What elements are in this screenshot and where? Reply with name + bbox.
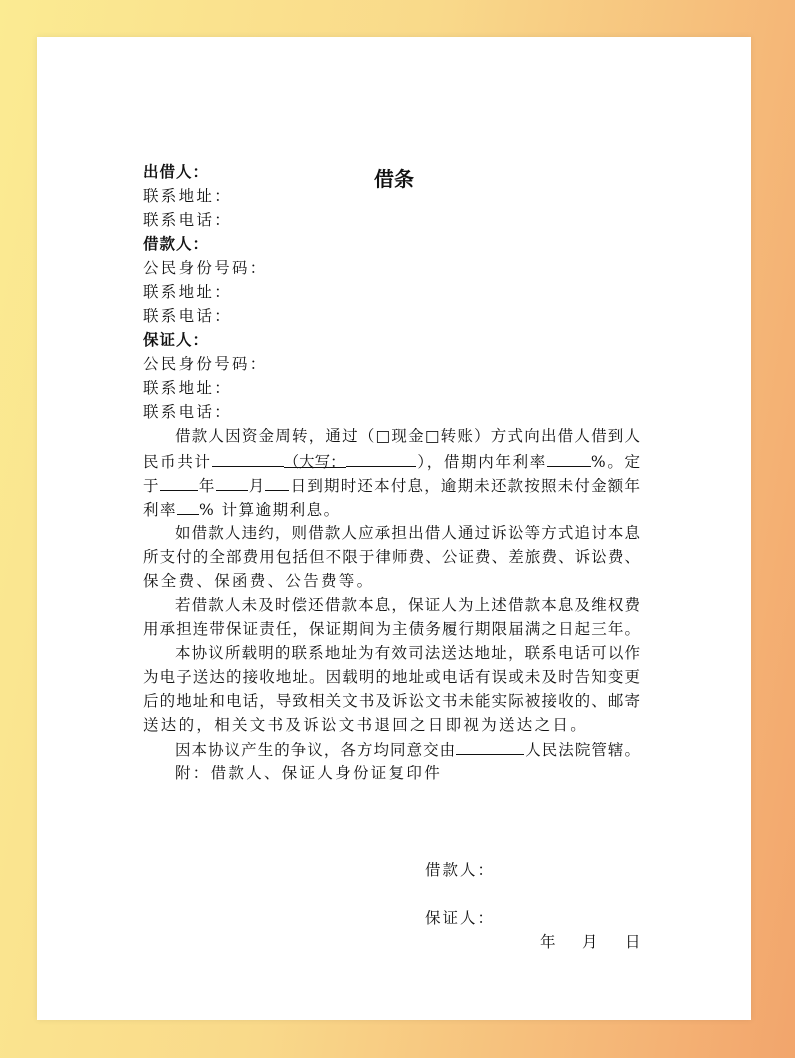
attachment-note: 附：借款人、保证人身份证复印件 — [175, 764, 443, 782]
date-day: 日 — [625, 933, 643, 951]
year-blank[interactable] — [160, 475, 198, 491]
borrower-phone: 联系电话： — [143, 307, 233, 325]
p1-text: %。定 — [590, 453, 640, 471]
amount-words-label: （大写： — [283, 453, 346, 471]
p2-line: 所支付的全部费用包括但不限于律师费、公证费、差旅费、诉讼费、 — [143, 548, 640, 566]
borrower-heading: 借款人： — [143, 235, 210, 253]
court-blank[interactable] — [456, 739, 524, 755]
borrower-signature: 借款人： — [425, 861, 496, 879]
amount-words-blank[interactable] — [346, 451, 416, 467]
p4-line: 送达的，相关文书及诉讼文书退回之日即视为送达之日。 — [143, 716, 589, 734]
p5-text: 因本协议产生的争议，各方均同意交由 — [175, 741, 457, 759]
p4-line: 为电子送达的接收地址。因载明的地址或电话有误或未及时告知变更 — [143, 668, 640, 686]
borrower-id: 公民身份号码： — [143, 259, 268, 277]
p3-line: 若借款人未及时偿还借款本息，保证人为上述借款本息及维权费 — [175, 596, 640, 614]
p4-line: 本协议所载明的联系地址为有效司法送达地址，联系电话可以作 — [175, 644, 640, 662]
lender-phone: 联系电话： — [143, 211, 233, 229]
lender-heading: 出借人： — [143, 163, 210, 181]
p4-line: 后的地址和电话，导致相关文书及诉讼文书未能实际被接收的、邮寄 — [143, 692, 640, 710]
guarantor-heading: 保证人： — [143, 331, 210, 349]
guarantor-phone: 联系电话： — [143, 403, 233, 421]
p3-line: 用承担连带保证责任，保证期间为主债务履行期限届满之日起三年。 — [143, 620, 640, 638]
p1-line1: 借款人因资金周转，通过（□现金□转账）方式向出借人借到人 — [175, 427, 640, 445]
p1-text: % 计算逾期利息。 — [199, 501, 341, 519]
p1-text: 利率 — [143, 501, 178, 519]
borrower-address: 联系地址： — [143, 283, 233, 301]
date-year: 年 — [540, 933, 558, 951]
guarantor-address: 联系地址： — [143, 379, 233, 397]
month-blank[interactable] — [216, 475, 248, 491]
p1-text: 于 — [143, 477, 160, 495]
date-month: 月 — [582, 933, 600, 951]
day-blank[interactable] — [265, 475, 289, 491]
p1-text: ），借期内年利率 — [415, 453, 547, 471]
lender-address: 联系地址： — [143, 187, 233, 205]
p1-line4 — [143, 499, 341, 520]
p1-line2 — [143, 451, 640, 472]
p1-text: 民币共计 — [143, 453, 212, 471]
interest-rate-blank[interactable] — [547, 451, 591, 467]
guarantor-signature: 保证人： — [425, 909, 496, 927]
p2-line: 如借款人违约，则借款人应承担出借人通过诉讼等方式追讨本息 — [175, 524, 640, 542]
guarantor-id: 公民身份号码： — [143, 355, 268, 373]
page-title: 借条 — [374, 167, 414, 191]
p5-line — [143, 739, 640, 760]
p5-text: 人民法院管辖。 — [524, 741, 640, 759]
p1-text: 月 — [247, 477, 266, 495]
p2-line: 保全费、保函费、公告费等。 — [143, 572, 375, 590]
p1-line3 — [143, 475, 640, 496]
amount-blank[interactable] — [212, 451, 284, 467]
overdue-rate-blank[interactable] — [177, 499, 199, 515]
p1-text: 年 — [197, 477, 216, 495]
p1-text: 日到期时还本付息，逾期未还款按照未付金额年 — [289, 477, 640, 495]
